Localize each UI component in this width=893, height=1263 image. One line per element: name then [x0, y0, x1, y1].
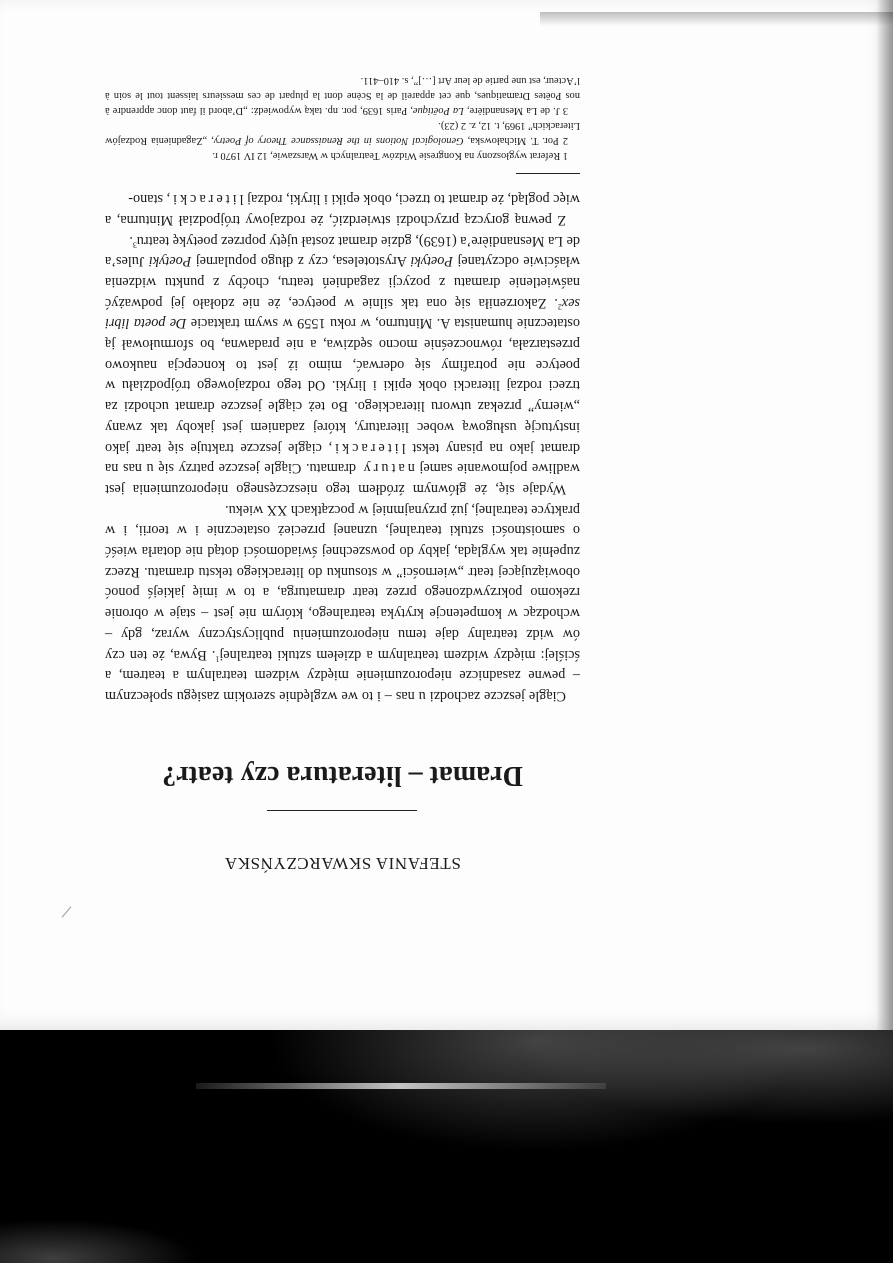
footnote-2 [105, 118, 580, 148]
text-run: Ciągle jeszcze zachodzi u nas – i to we względnie szerokim zasięgu społecznym – pewne zasadnicze nieporozumienie między widzem teatralnym a teatrem, a ściślej: między widzem teatralnym a dziełem sztuki teatralnej [105, 646, 580, 704]
scanner-background [0, 1030, 893, 1263]
text-run: 3 J. de La Mesnandière, [463, 105, 568, 117]
text-run: Arystotelesa, czy z długo popularnej [191, 253, 411, 270]
article-title: Dramat – literatura czy teatr? [162, 760, 523, 791]
article-content [105, 75, 580, 875]
footnote-1 [105, 148, 580, 163]
text-run: Wydaje się, że głównym źródłem tego nieszczęsnego nieporozumienia jest wadliwe pojmowanie samej [105, 460, 580, 497]
footnote-rule [516, 173, 580, 174]
spaced-text: literacki [332, 439, 406, 456]
page-top-shadow [540, 12, 893, 26]
footnote-3 [105, 73, 580, 118]
text-run: , stano- [128, 191, 171, 208]
text-run: 2 Por. T. Michałowska, [463, 135, 568, 147]
pencil-mark [62, 906, 72, 917]
text-run: , Paris 1639, por. np. taką wypowiedź: „D’abord il faut donc apprendre à nos Poëtes Dramatiques, que cet appareil de la Scène dont la plupart de ces messieurs laissent tout le soin à l’Acteur, est une partie de leur Art […]”, s. 410–411. [105, 75, 580, 117]
spaced-text: literacki [170, 191, 244, 208]
page-right-shadow [876, 0, 893, 1030]
text-run: dramatu. Ciągle jeszcze patrzy się u nas na dramat jako na pisany tekst [105, 439, 580, 477]
author-name: STEFANIA SKWARCZYŃSKA [224, 854, 461, 873]
spaced-text: natury [360, 460, 415, 477]
paragraph-2 [105, 230, 580, 499]
paragraph-3 [105, 188, 580, 229]
italic-text: Poetyki [410, 253, 453, 270]
article-body [105, 188, 580, 706]
scanner-light-streak [196, 1083, 606, 1089]
text-run: . [129, 232, 133, 249]
title-rule [268, 810, 418, 811]
italic-text: Genological Notions in the Renaissance Theory of Poetry [213, 135, 464, 147]
italic-text: La Poëtique [412, 105, 464, 117]
text-run: Z pewną goryczą przychodzi stwierdzić, że rodzajowy trójpodział Minturna, a więc pogląd, że dramat to trzeci, obok epiki i liryki, rodzaj [105, 191, 580, 228]
paragraph-1 [105, 499, 580, 706]
footnote-ref: 3 [132, 240, 137, 250]
footnote-ref: 1 [215, 654, 220, 664]
italic-text: De poeta libri sex [105, 294, 580, 332]
footnotes [105, 73, 580, 163]
text-run: . Bywa, że ten czy ów widz teatralny daje temu nieporozumieniu publicystyczny wyraz, gdy – wchodząc w kompetencje krytyka teatralnego, którym nie jest – staje w obronie rzekomo pokrzywdzonego przez teatr dramaturga, a to w imię jakiejś ponoć obowiązującej teatr „wierności” w stosunku do literackiego tekstu dramatu. Rzecz zupełnie tak wygląda, jakby do powszechnej świadomości dotąd nie dotarła wieść o samoistności sztuki teatralnej, uznanej przecież ostatecznie i w teorii, i w praktyce teatralnej, już przynajmniej w początkach XX wieku. [105, 501, 580, 663]
italic-text: Poetyki [148, 253, 192, 270]
text-run: 1 Referat wygłoszony na Kongresie Widzów Teatralnych w Warszawie, 12 IV 1970 r. [212, 150, 568, 162]
text-run: , ciągle jeszcze traktuje się teatr jako instytucję usługową wobec literatury, której zadaniem jest jakoby tak zwany „wierny” przekaz utworu literackiego. Bo też ciągle jeszcze dramat uchodzi za trzeci rodzaj literacki obok epiki i liryki. Od tego rodzajowego trójpodziału w poetyce nie potrafimy się oderwać, mimo iż jest to koncepcja naukowo przestarzała, równocześnie mocno sędziwa, a nie pradawna, bo sformułował ją ostatecznie humanista A. Minturno, w roku 1559 w swym traktacie [105, 315, 580, 456]
text-run: , „Zagadnienia Rodzajów Literackich” 1969, t. 12, z. 2 (23). [105, 120, 580, 147]
footnote-ref: 2 [557, 302, 562, 312]
text-run: Jules’a de La Mesnandière’a (1639), gdzie dramat został ujęty poprzez poetykę teatru [105, 232, 580, 270]
text-run: . Zakorzeniła się ona tak silnie w poetyce, że nie zdołało jej podważyć naświetlenie dramatu z pozycji zagadnień teatru, choćby z punktu widzenia właściwie odczytanej [105, 253, 580, 311]
